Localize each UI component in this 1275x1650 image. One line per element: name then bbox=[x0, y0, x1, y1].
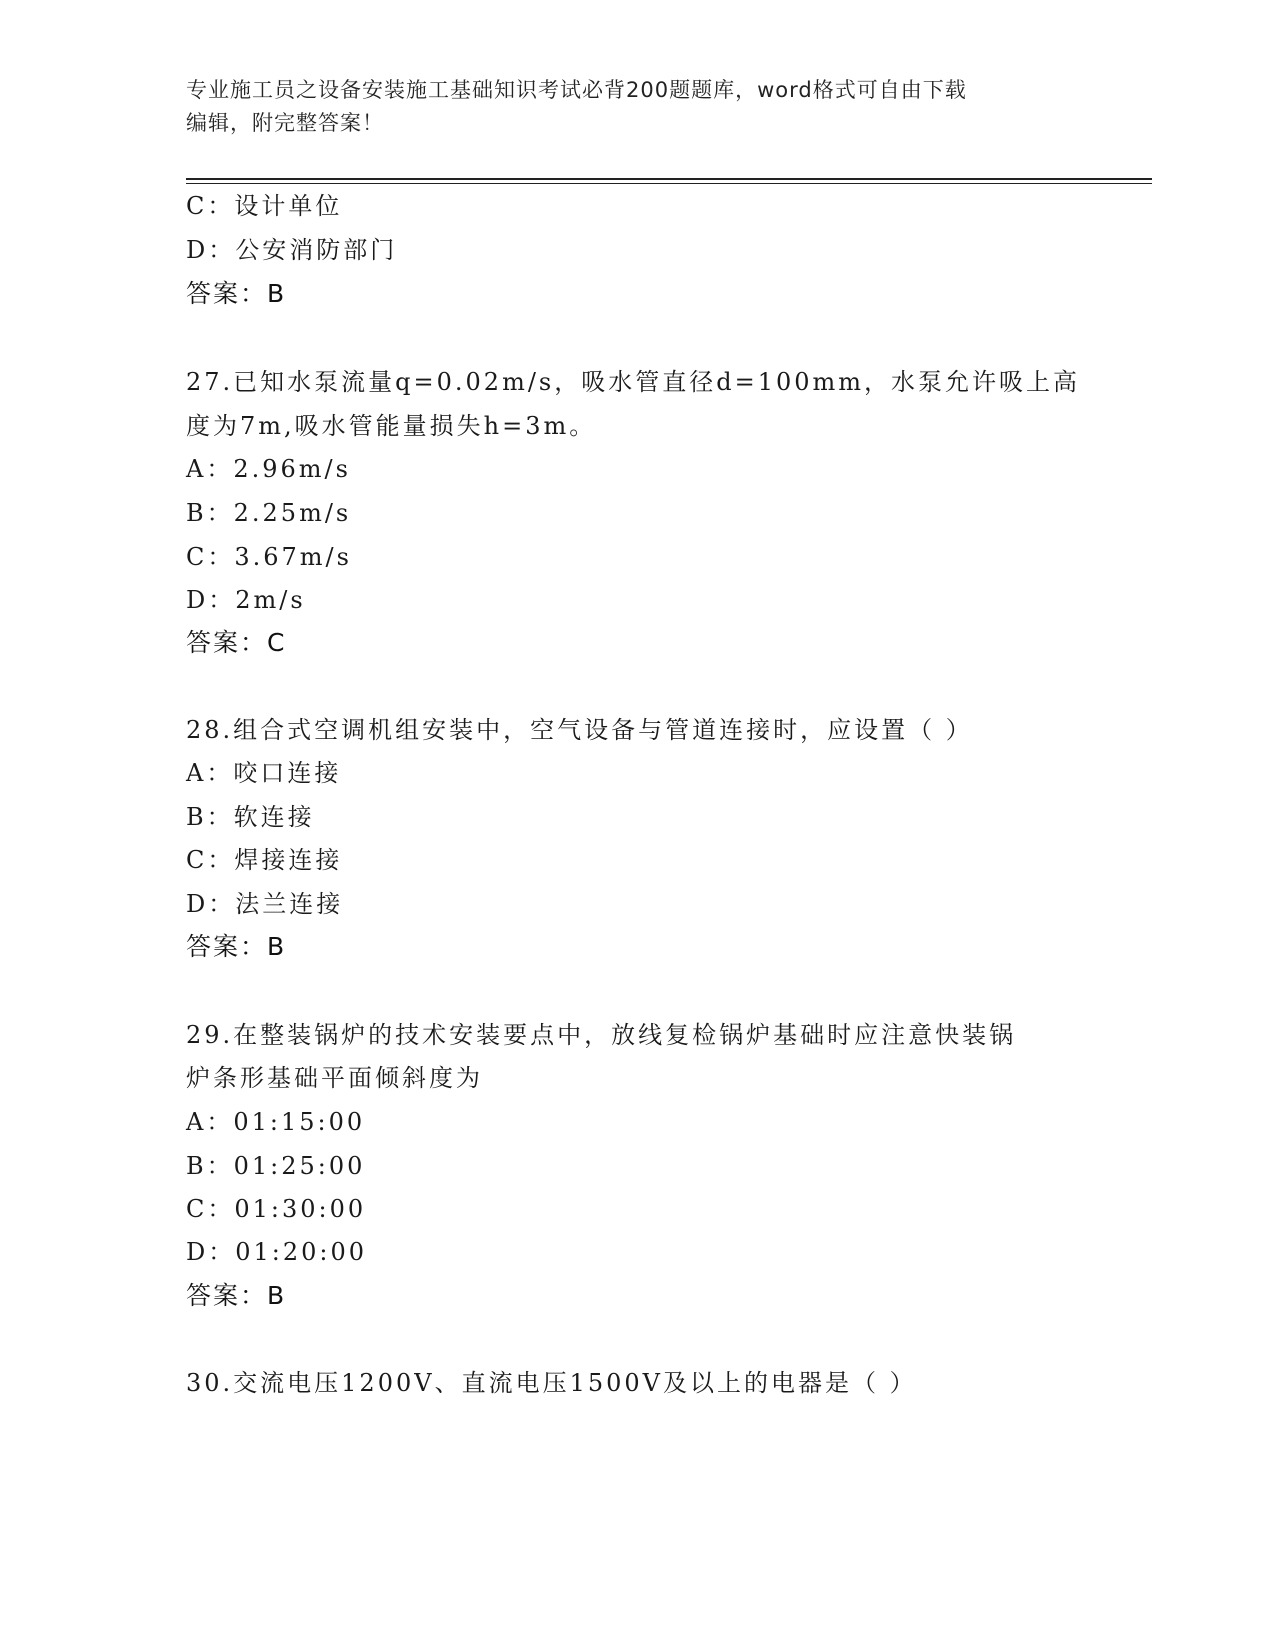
q28-stem-line-1: 28.组合式空调机组安装中，空气设备与管道连接时，应设置（ ） bbox=[186, 716, 973, 744]
header-line-1: 专业施工员之设备安装施工基础知识考试必背200题题库，word格式可自由下载 bbox=[186, 78, 967, 102]
q29-option-b: B：01:25:00 bbox=[186, 1152, 366, 1180]
header-divider-thin bbox=[186, 183, 1152, 184]
document-header bbox=[186, 74, 1086, 140]
q27-option-c: C：3.67m/s bbox=[186, 543, 352, 571]
q29-stem-line-2: 炉条形基础平面倾斜度为 bbox=[186, 1064, 483, 1092]
q28-option-d: D：法兰连接 bbox=[186, 890, 344, 918]
q28-option-b: B：软连接 bbox=[186, 803, 315, 831]
q29-answer: 答案：B bbox=[186, 1281, 287, 1310]
q29-stem-line-1: 29.在整装锅炉的技术安装要点中，放线复检锅炉基础时应注意快装锅 bbox=[186, 1021, 1017, 1049]
q29-option-d: D：01:20:00 bbox=[186, 1238, 368, 1266]
q28-answer: 答案：B bbox=[186, 932, 287, 961]
q26-answer: 答案：B bbox=[186, 279, 287, 308]
header-divider-thick bbox=[186, 178, 1152, 180]
q27-option-b: B：2.25m/s bbox=[186, 499, 352, 527]
q29-option-a: A：01:15:00 bbox=[186, 1108, 366, 1136]
q26-option-c: C：设计单位 bbox=[186, 192, 343, 220]
q27-stem-line-2: 度为7m,吸水管能量损失h=3m。 bbox=[186, 412, 597, 440]
q27-option-d: D：2m/s bbox=[186, 586, 306, 614]
q27-answer: 答案：C bbox=[186, 628, 287, 657]
q26-option-d: D：公安消防部门 bbox=[186, 236, 398, 264]
q28-option-c: C：焊接连接 bbox=[186, 846, 343, 874]
q29-option-c: C：01:30:00 bbox=[186, 1195, 367, 1223]
q27-stem-line-1: 27.已知水泵流量q=0.02m/s，吸水管直径d=100mm，水泵允许吸上高 bbox=[186, 368, 1081, 396]
q28-option-a: A：咬口连接 bbox=[186, 759, 342, 787]
q27-option-a: A：2.96m/s bbox=[186, 455, 351, 483]
q30-stem-line-1: 30.交流电压1200V、直流电压1500V及以上的电器是（ ） bbox=[186, 1369, 917, 1397]
header-line-2: 编辑，附完整答案！ bbox=[186, 111, 384, 135]
